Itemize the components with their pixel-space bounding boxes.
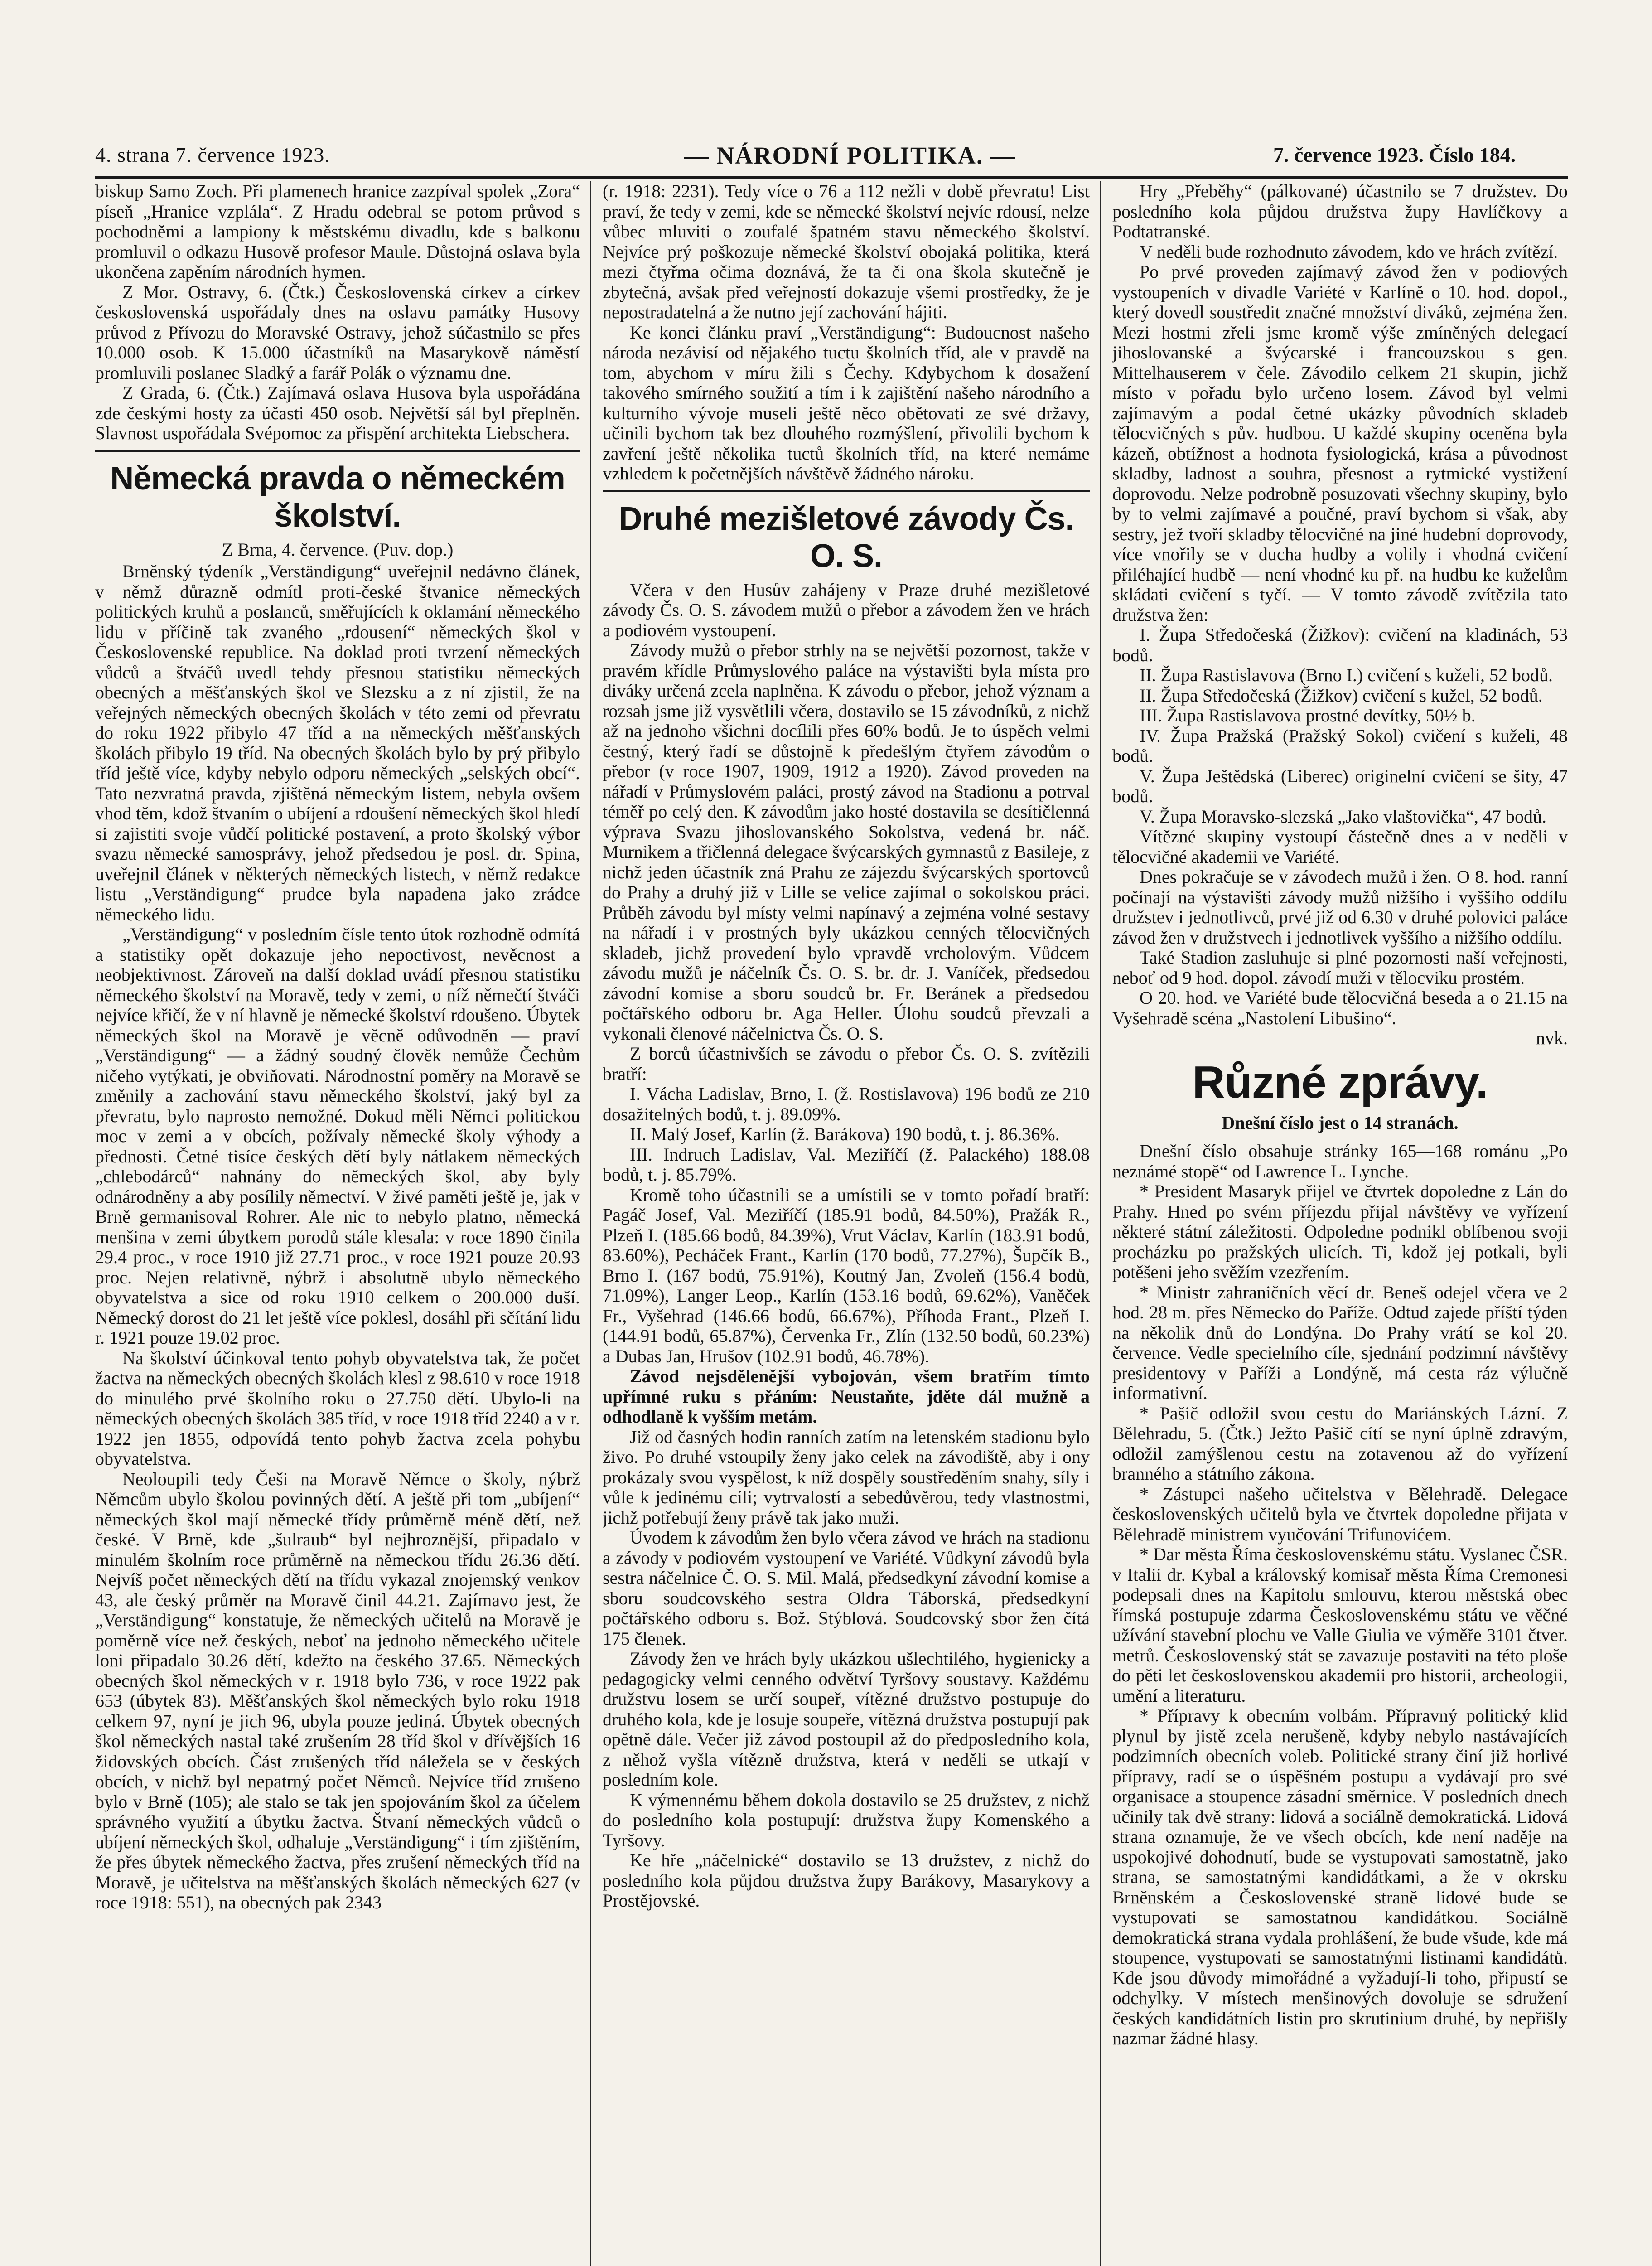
article-paragraph: „Verständigung“ v posledním čísle tento útok rozhodně odmítá a statistiky opět dokazuje jeho nepoctivost, nevěcnost a neobjektivnost. Zároveň na další doklad uvádí přesnou statistiku německého školství na Moravě, tedy v zemi, o níž němečtí štváči nejvíce křičí, že v ní hlavně je německé školství rdoušeno. Úbytek německých škol na Moravě je věcně odůvodněn — praví „Verständigung“ — a žádný soudný člověk nemůže Čechům ničeho vytýkati, je obviňovati. Národnostní poměry na Moravě se změnily a zachování stavu německého školství, jaký byl za převratu, bylo naprosto nemožné. Dokud měli Němci politickou moc v zemi a v obcích, požívaly německé školy výhody a přednosti. Četné tisíce českých dětí byly nátlakem německých „chlebodárců“ nahnány do německých škol, aby byly odnárodněny a aby posílily němectví. V živé paměti ještě je, jak v Brně germanisoval Rohrer. Ale nic to nebylo platno, německá menšina v zemi úbytkem porodů stále klesala: v roce 1890 činila 29.4 proc., v roce 1910 již 27.71 proc., v roce 1921 pouze 20.93 proc. Nejen relativně, nýbrž i absolutně ubylo německého obyvatelstva a sice od roku 1910 celkem o 200.000 duší. Německý dorost do 21 let ještě více poklesl, dosáhl při sčítání lidu r. 1921 pouze 19.02 proc. xyxy=(95,924,580,1348)
news-item: * Pašič odložil svou cestu do Mariánských Lázní. Z Bělehradu, 5. (Čtk.) Ježto Pašič cítí se nyní úplně zdravým, odložil zamýšlenou cestu na zotavenou až do vyřízení branného a státního zákona. xyxy=(1112,1403,1568,1484)
result-entry: II. Župa Středočeská (Žižkov) cvičení s kužel, 52 bodů. xyxy=(1140,685,1543,706)
article-separator xyxy=(603,490,1090,492)
article-paragraph: (r. 1918: 2231). Tedy více o 76 a 112 nežli v době převratu! List praví, že tedy v zemi, kde se německé školství nejvíc rdousí, nelze vůbec mluviti o zoufalé špatném stavu německého školství. Nejvíce prý poškozuje německé školství obojaká politika, která mezi čtyřma očima doznává, že ta či ona škola skutečně je zbytečná, avšak před veřejností dokazuje všemi prostředky, že je nepostradatelná a že nutno její zachování hájiti. xyxy=(603,181,1090,322)
article-dateline: Z Brna, 4. července. (Puv. dop.) xyxy=(222,539,454,560)
news-item: * Zástupci našeho učitelstva v Bělehradě. Delegace československých učitelů byla ve čtvrtek dopoledne přijata v Bělehradě ministrem vyučování Trifunovićem. xyxy=(1112,1483,1568,1545)
section-subhead: Dnešní číslo jest o 14 stranách. xyxy=(1222,1112,1459,1133)
article-paragraph: Včera v den Husův zahájeny v Praze druhé mezišletové závody Čs. O. S. závodem mužů o přebor a závodem žen ve hrách a podiovém vystoupení. xyxy=(603,579,1090,640)
article-paragraph: Úvodem k závodům žen bylo včera závod ve hrách na stadionu a závody v podiovém vystoupení ve Variété. Vůdkyní závodů byla sestra náčelnice Č. O. S. Mil. Malá, předsedkyní závodní komise a sboru soudcovského sestra Oldra Táborská, předsedkyní počtářského odboru s. Bož. Stýblová. Soudcovský sbor žen čítá 175 členek. xyxy=(603,1527,1090,1649)
page-number-date: 4. strana 7. července 1923. xyxy=(95,143,330,166)
page-header xyxy=(0,0,1652,186)
result-entry: IV. Župa Pražská (Pražský Sokol) cvičení s kuželi, 48 bodů. xyxy=(1112,725,1568,766)
news-item: * Dar města Říma československému státu. Vyslanec ČSR. v Italii dr. Kybal a královský komisař města Říma Cremonesi podepsali dnes na Kapitolu smlouvu, kterou městská obec římská postupuje zdarma Československému státu ve věčné užívání stavební plochu ve Valle Giulia ve výměře 3101 čtver. metrů. Československý stát se zavazuje postaviti na této ploše do pěti let československou akademii pro historii, archeologii, umění a literaturu. xyxy=(1112,1544,1568,1706)
article-paragraph: Neoloupili tedy Češi na Moravě Němce o školy, nýbrž Němcům ubylo školou povinných dětí. A ještě při tom „ubíjení“ německých škol mají německé třídy průměrně méně dětí, než české. V Brně, kde „šulraub“ byl nejhroznější, připadalo v minulém školním roce průměrně na německou třídu 26.36 dětí. Nejvíš počet německých dětí na třídu vykazal znojemský venkov 43, ale český průměr na Moravě činil 44.21. Zajímavo jest, že „Verständigung“ konstatuje, že německých učitelů na Moravě je poměrně více než českých, neboť na jednoho německého učitele loni připadalo 30.26 dětí, kdežto na českého 37.65. Německých obecných škol německých v r. 1918 bylo 736, v roce 1922 pak 653 (úbytek 83). Měšťanských škol německých bylo roku 1918 celkem 97, nyní je jich 96, ubyla pouze jediná. Úbytek obecných škol německých nastal také zrušením 28 tříd škol v dřívějších 16 židovských obcích. Část zrušených tříd náležela se v českých obcích, v nichž byl nepatrný počet Němců. Nejvíce tříd zrušeno bylo v Brně (105); ale stalo se tak jen spojováním škol za účelem správného využití a úbytku žactva. Štvaní německých vůdců o ubíjení německých škol, odhaluje „Verständigung“ i tím zjištěním, že přes úbytek německého žactva, přes zrušení německých tříd na Moravě, je učitelstva na měšťanských školách německých 627 (v roce 1918: 551), na obecných pak 2343 xyxy=(95,1468,580,1913)
article-paragraph: Již od časných hodin ranních zatím na letenském stadionu bylo živo. Po druhé vstoupily ženy jako celek na závodiště, aby i ony prokázaly svou vyspělost, k níž dospěly soustředěním snahy, síly i vůle k jedinému cíli; vytrvalostí a sebedůvěrou, tedy vlastnostmi, jichž potřebují ženy právě tak jako muži. xyxy=(603,1426,1090,1528)
article-paragraph: Ke hře „náčelnické“ dostavilo se 13 družstev, z nichž do posledního kola půjdou družstva župy Barákovy, Masarykovy a Prostějovské. xyxy=(603,1850,1090,1911)
header-rule xyxy=(95,176,1568,179)
article-paragraph: Brněnský týdeník „Verständigung“ uveřejnil nedávno článek, v němž důrazně odmítl proti-české štvanice německých politických kruhů a poslanců, směřujících k oklamání německého lidu v příčině tak zvaného „rdousení“ německých škol v Československé republice. Na doklad proti tvrzení německých vůdců a štváčů uvedl tehdy přesnou statistiku německých obecných a měšťanských škol ve Slezsku a z ní zjistil, že na veřejných německých obecných školách v této zemi od převratu do roku 1922 přibylo 47 tříd a na německých měšťanských školách přibylo 19 tříd. Na obecných školách bylo by prý přibylo tříd ještě více, kdyby nebylo odporu německých „selských obcí“. Tato nezvratná pravda, zjištěná německým listem, nebyla ovšem vhod těm, kdož štvaním o ubíjení a rdoušení německých škol hledí si zajistiti svoje vůdčí politické postavení, a proto školský výbor svazu německé samosprávy, jehož předsedou je posl. dr. Spina, uveřejnil článek v některých německých listech, v němž redakce listu „Verständigung“ prudce byla napadena jako zrádce německého lidu. xyxy=(95,561,580,925)
article-paragraph: Hry „Přeběhy“ (pálkované) účastnilo se 7 družstev. Do posledního kola půjdou družstva župy Havlíčkovy a Podtatranské. xyxy=(1112,181,1568,242)
result-entry: III. Župa Rastislavova prostné devítky, 50½ b. xyxy=(1140,705,1476,726)
column-divider xyxy=(1100,181,1101,2266)
newspaper-title: — NÁRODNÍ POLITIKA. — xyxy=(684,142,1016,169)
column-1 xyxy=(95,181,580,2266)
winner-entry: I. Vácha Ladislav, Brno, I. (ž. Rostislavova) 196 bodů ze 210 dosažitelných bodů, t. j. 89.09%. xyxy=(603,1084,1090,1124)
article-headline: Německá pravda o německém školství. xyxy=(110,460,565,534)
article-signature: nvk. xyxy=(1536,1028,1568,1048)
result-entry: V. Župa Ještědská (Liberec) originelní cvičení se šity, 47 bodů. xyxy=(1112,765,1568,806)
article-headline: Druhé mezišletové závody Čs. O. S. xyxy=(618,500,1074,574)
article-paragraph: Z borců účastnivších se závodu o přebor Čs. O. S. zvítězili bratří: xyxy=(603,1043,1090,1084)
article-paragraph: K výmennému během dokola dostavilo se 25 družstev, z nichž do posledního kola postupují: družstva župy Komenského a Tyršovy. xyxy=(603,1789,1090,1850)
news-item: Dnešní číslo obsahuje stránky 165—168 románu „Po neznámé stopě“ od Lawrence L. Lynche. xyxy=(1112,1141,1568,1181)
article-separator xyxy=(95,450,580,452)
article-paragraph: Závody mužů o přebor strhly na se největší pozornost, takže v pravém křídle Průmyslového paláce na výstavišti byla místa pro diváky určená zcela naplněna. K závodu o přebor, jehož význam a rozsah jsme již vysvětlili včera, dostavilo se 15 závodníků, z nichž až na jednoho všichni docílili přes 60% bodů. Je to úspěch velmi čestný, který řadí se důstojně k předešlým čtyřem závodům o přebor (v roce 1907, 1909, 1912 a 1920). Závod proveden na nářadí v Průmyslovém paláci, prostý závod na Stadionu a potrval téměř po celý den. K závodům jako hosté dostavila se desítičlenná výprava Svazu jihoslovanského Sokolstva, vedená br. náč. Murnikem a třičlenná delegace švýcarských gymnastů z Basileje, z nichž jeden účastník zná Prahu ze zájezdu švýcarských sportovců do Prahy a druhý již v Lille se velice zajímal o sokolskou práci. Průběh závodu byl místy velmi napínavý a zejména volné sestavy na nářadí i v prostných byly ukázkou cenných tělocvičných skladeb, jichž provedení bylo vpravdě vrcholovým. Vůdcem závodu mužů je náčelník Čs. O. S. br. dr. J. Vaníček, předsedou závodní komise a sboru soudců br. Fr. Beránek a předsedou počtářského odboru br. Aga Heller. Úlohu soudců převzali a vykonali členové náčelnictva Čs. O. S. xyxy=(603,640,1090,1044)
article-paragraph: O 20. hod. ve Variété bude tělocvičná beseda a o 21.15 na Vyšehradě scéna „Nastolení Libušino“. xyxy=(1112,988,1568,1028)
winner-entry: III. Indruch Ladislav, Val. Meziříčí (ž. Palackého) 188.08 bodů, t. j. 85.79%. xyxy=(603,1144,1090,1185)
article-paragraph: biskup Samo Zoch. Při plamenech hranice zazpíval spolek „Zora“ píseň „Hranice vzplála“. Z Hradu odebral se potom průvod s pochodněmi a lampiony k městskému divadlu, kde s balkonu promluvil o odkazu Husově profesor Maule. Důstojná oslava byla ukončena zapěním národních hymen. xyxy=(95,181,580,282)
article-paragraph: Vítězné skupiny vystoupí částečně dnes a v neděli v tělocvičné akademii ve Variété. xyxy=(1112,826,1568,867)
article-paragraph: Ke konci článku praví „Verständigung“: Budoucnost našeho národa nezávisí od nějakého tuctu školních tříd, ale v pravdě na tom, abychom v míru žili s Čechy. Kdybychom k dosažení takového smírného soužití a tím i k zajištění našeho národního a kulturního vývoje museli ještě něco obětovati ze své državy, učinili bychom tak bez dlouhého rozmýšlení, přivolili bychom k zavření ještě několika tuctů školních tříd, na které nemáme vzhledem k početnějších návštěvě žádného nároku. xyxy=(603,322,1090,484)
article-paragraph: Z Mor. Ostravy, 6. (Čtk.) Československá církev a církev československá uspořádaly dnes na oslavu památky Husovy průvod z Přívozu do Moravské Ostravy, jehož súčastnilo se přes 10.000 osob. K 15.000 účastníků na Masarykově náměstí promluvili poslanec Sladký a farář Polák o významu dne. xyxy=(95,281,580,383)
article-paragraph: Závod nejsdělenější vybojován, všem bratřím tímto upřímné ruku s přáním: Neustaňte, jděte dál mužně a odhodlaně k vyšším metám. xyxy=(603,1366,1090,1427)
article-paragraph: Z Grada, 6. (Čtk.) Zajímavá oslava Husova byla uspořádána zde českými hosty za účasti 450 osob. Největší sál byl přeplněn. Slavnost uspořádala Svépomoc za přispění architekta Liebschera. xyxy=(95,383,580,443)
news-item: * President Masaryk přijel ve čtvrtek dopoledne z Lán do Prahy. Hned po svém příjezdu přijal návštěvy ve vyřízení některé státní záležitosti. Odpoledne podnikl oblíbenou svoji procházku po pražských ulicích. Ti, kdož jej potkali, byli potěšeni jeho svěžím vzezřením. xyxy=(1112,1181,1568,1282)
issue-date-number: 7. července 1923. Číslo 184. xyxy=(1273,143,1516,166)
news-item: * Ministr zahraničních věcí dr. Beneš odejel včera ve 2 hod. 28 m. přes Německo do Paříže. Odtud zajede příští týden na několik dnů do Londýna. Do Prahy vrátí se kol 20. července. Vedle specielního cíle, sjednání podzimní návštěvy presidentovy v Paříži a Londýně, má cesta ráz výlučně informativní. xyxy=(1112,1282,1568,1403)
article-paragraph: Kromě toho účastnili se a umístili se v tomto pořadí bratří: Pagáč Josef, Val. Meziříčí (185.91 bodů, 84.50%), Pražák R., Plzeň I. (185.66 bodů, 84.39%), Vrut Václav, Karlín (183.91 bodů, 83.60%), Pecháček Frant., Karlín (170 bodů, 77.27%), Šupčík B., Brno I. (167 bodů, 75.91%), Koutný Jan, Zvoleň (156.4 bodů, 71.09%), Langer Leop., Karlín (153.16 bodů, 69.62%), Vaněček Fr., Vyšehrad (146.66 bodů, 66.67%), Příhoda Frant., Plzeň I. (144.91 bodů, 65.87%), Červenka Fr., Zlín (132.50 bodů, 60.23%) a Dubas Jan, Hrušov (102.91 bodů, 46.78%). xyxy=(603,1184,1090,1366)
column-2 xyxy=(603,181,1090,2266)
news-item: * Přípravy k obecním volbám. Přípravný politický klid plynul by jistě zcela nerušeně, kdyby nebylo nastávajících podzimních obecních voleb. Politické strany činí již horlivé přípravy, radí se o úspěšném postupu a vydávají pro své organisace a stoupence zásadní směrnice. V posledních dnech učinily tak dvě strany: lidová a sociálně demokratická. Lidová strana oznamuje, že ve všech obcích, kde není naděje na uspokojivé dohodnutí, bude se vystupovati samostatně, jako strana, se samostatnými kandidátkami, a že v okrsku Brněnském a Československé straně lidové bude se vystupovati se samostatnou kandidátkou. Sociálně demokratická strana vydala prohlášení, že bude všude, kde má stoupence, vystupovati se samostatnými listinami kandidátů. Kde jsou důvody mimořádné a vyžadují-li toho, připustí se odchylky. V místech menšinových dovoluje se sdružení českých kandidátních listin pro skrutinium druhé, by nepřišly nazmar žádné hlasy. xyxy=(1112,1705,1568,2048)
section-headline: Různé zprávy. xyxy=(1192,1056,1488,1108)
winner-entry: II. Malý Josef, Karlín (ž. Barákova) 190 bodů, t. j. 86.36%. xyxy=(630,1124,1060,1144)
article-paragraph: Na školství účinkoval tento pohyb obyvatelstva tak, že počet žactva na německých obecných školách klesl z 98.610 v roce 1918 do minulého prvé školního roku o 27.750 dětí. Ubylo-li na německých obecných školách 385 tříd, v roce 1918 tříd 2240 a v r. 1922 jen 1855, odpovídá tento pohyb žactva zcela pohybu obyvatelstva. xyxy=(95,1347,580,1469)
article-paragraph: Závody žen ve hrách byly ukázkou ušlechtilého, hygienicky a pedagogicky velmi cenného odvětví Tyršovy soustavy. Každému družstvu losem se určí soupeř, vítězné družstvo postupuje do druhého kola, kde je losuje soupeře, vítězná družstva postupují pak opětně dále. Večer již závod postoupil až do předposledního kola, z něhož vyšla vítězně družstva, která v neděli se utkají v posledním kole. xyxy=(603,1648,1090,1790)
article-paragraph: Po prvé proveden zajímavý závod žen v podiových vystoupeních v divadle Variété v Karlíně o 10. hod. dopol., který dovedl soustředit značné množství diváků, zejména žen. Mezi hostmi zřeli jsme kromě výše zmíněných delegací jihoslovanské a švýcarské i francouzskou s gen. Mittelhauserem v čele. Závodilo celkem 21 skupin, jichž místo v pořadu bylo určeno losem. Závod byl velmi zajímavým a podal četné ukázky původních skladeb tělocvičných s pův. hudbou. U každé skupiny oceněna byla kázeň, obtížnost a hodnota fysiologická, krása a původnost skladby, ladnost a souhra, přesnost a rytmické vystižení doprovodu. Nelze podrobně posuzovati všechny skupiny, bylo by to velmi zajímavé a poučné, praví bychom si však, aby sestry, jež tvoří skladby tělocvičné na jiné hudební doprovody, více vnořily se v ducha hudby a volily i vhodná cvičení přiléhající hudbě — není vhodné ku př. na hudbu ke kuželům skládati cvičení s tyčí. — V tomto závodě zvítězila tato družstva žen: xyxy=(1112,261,1568,625)
result-entry: II. Župa Rastislavova (Brno I.) cvičení s kuželi, 52 bodů. xyxy=(1140,665,1553,685)
result-entry: I. Župa Středočeská (Žižkov): cvičení na kladinách, 53 bodů. xyxy=(1112,625,1568,665)
article-paragraph: V neděli bude rozhodnuto závodem, kdo ve hrách zvítězí. xyxy=(1140,241,1558,262)
column-3 xyxy=(1112,181,1568,2266)
result-entry: V. Župa Moravsko-slezská „Jako vlaštovička“, 47 bodů. xyxy=(1140,806,1546,827)
article-paragraph: Také Stadion zasluhuje si plné pozornosti naší veřejnosti, neboť od 9 hod. dopol. závodí muži v tělocviku prostém. xyxy=(1112,947,1568,988)
article-paragraph: Dnes pokračuje se v závodech mužů i žen. O 8. hod. ranní počínají na výstavišti závody mužů nižšího i vyššího oddílu družstev i jednotlivců, prvé již od 6.30 v druhé polovici paláce závod žen v družstvech i jednotlivek vyššího a nižšího oddílu. xyxy=(1112,867,1568,948)
column-divider xyxy=(590,181,591,2266)
